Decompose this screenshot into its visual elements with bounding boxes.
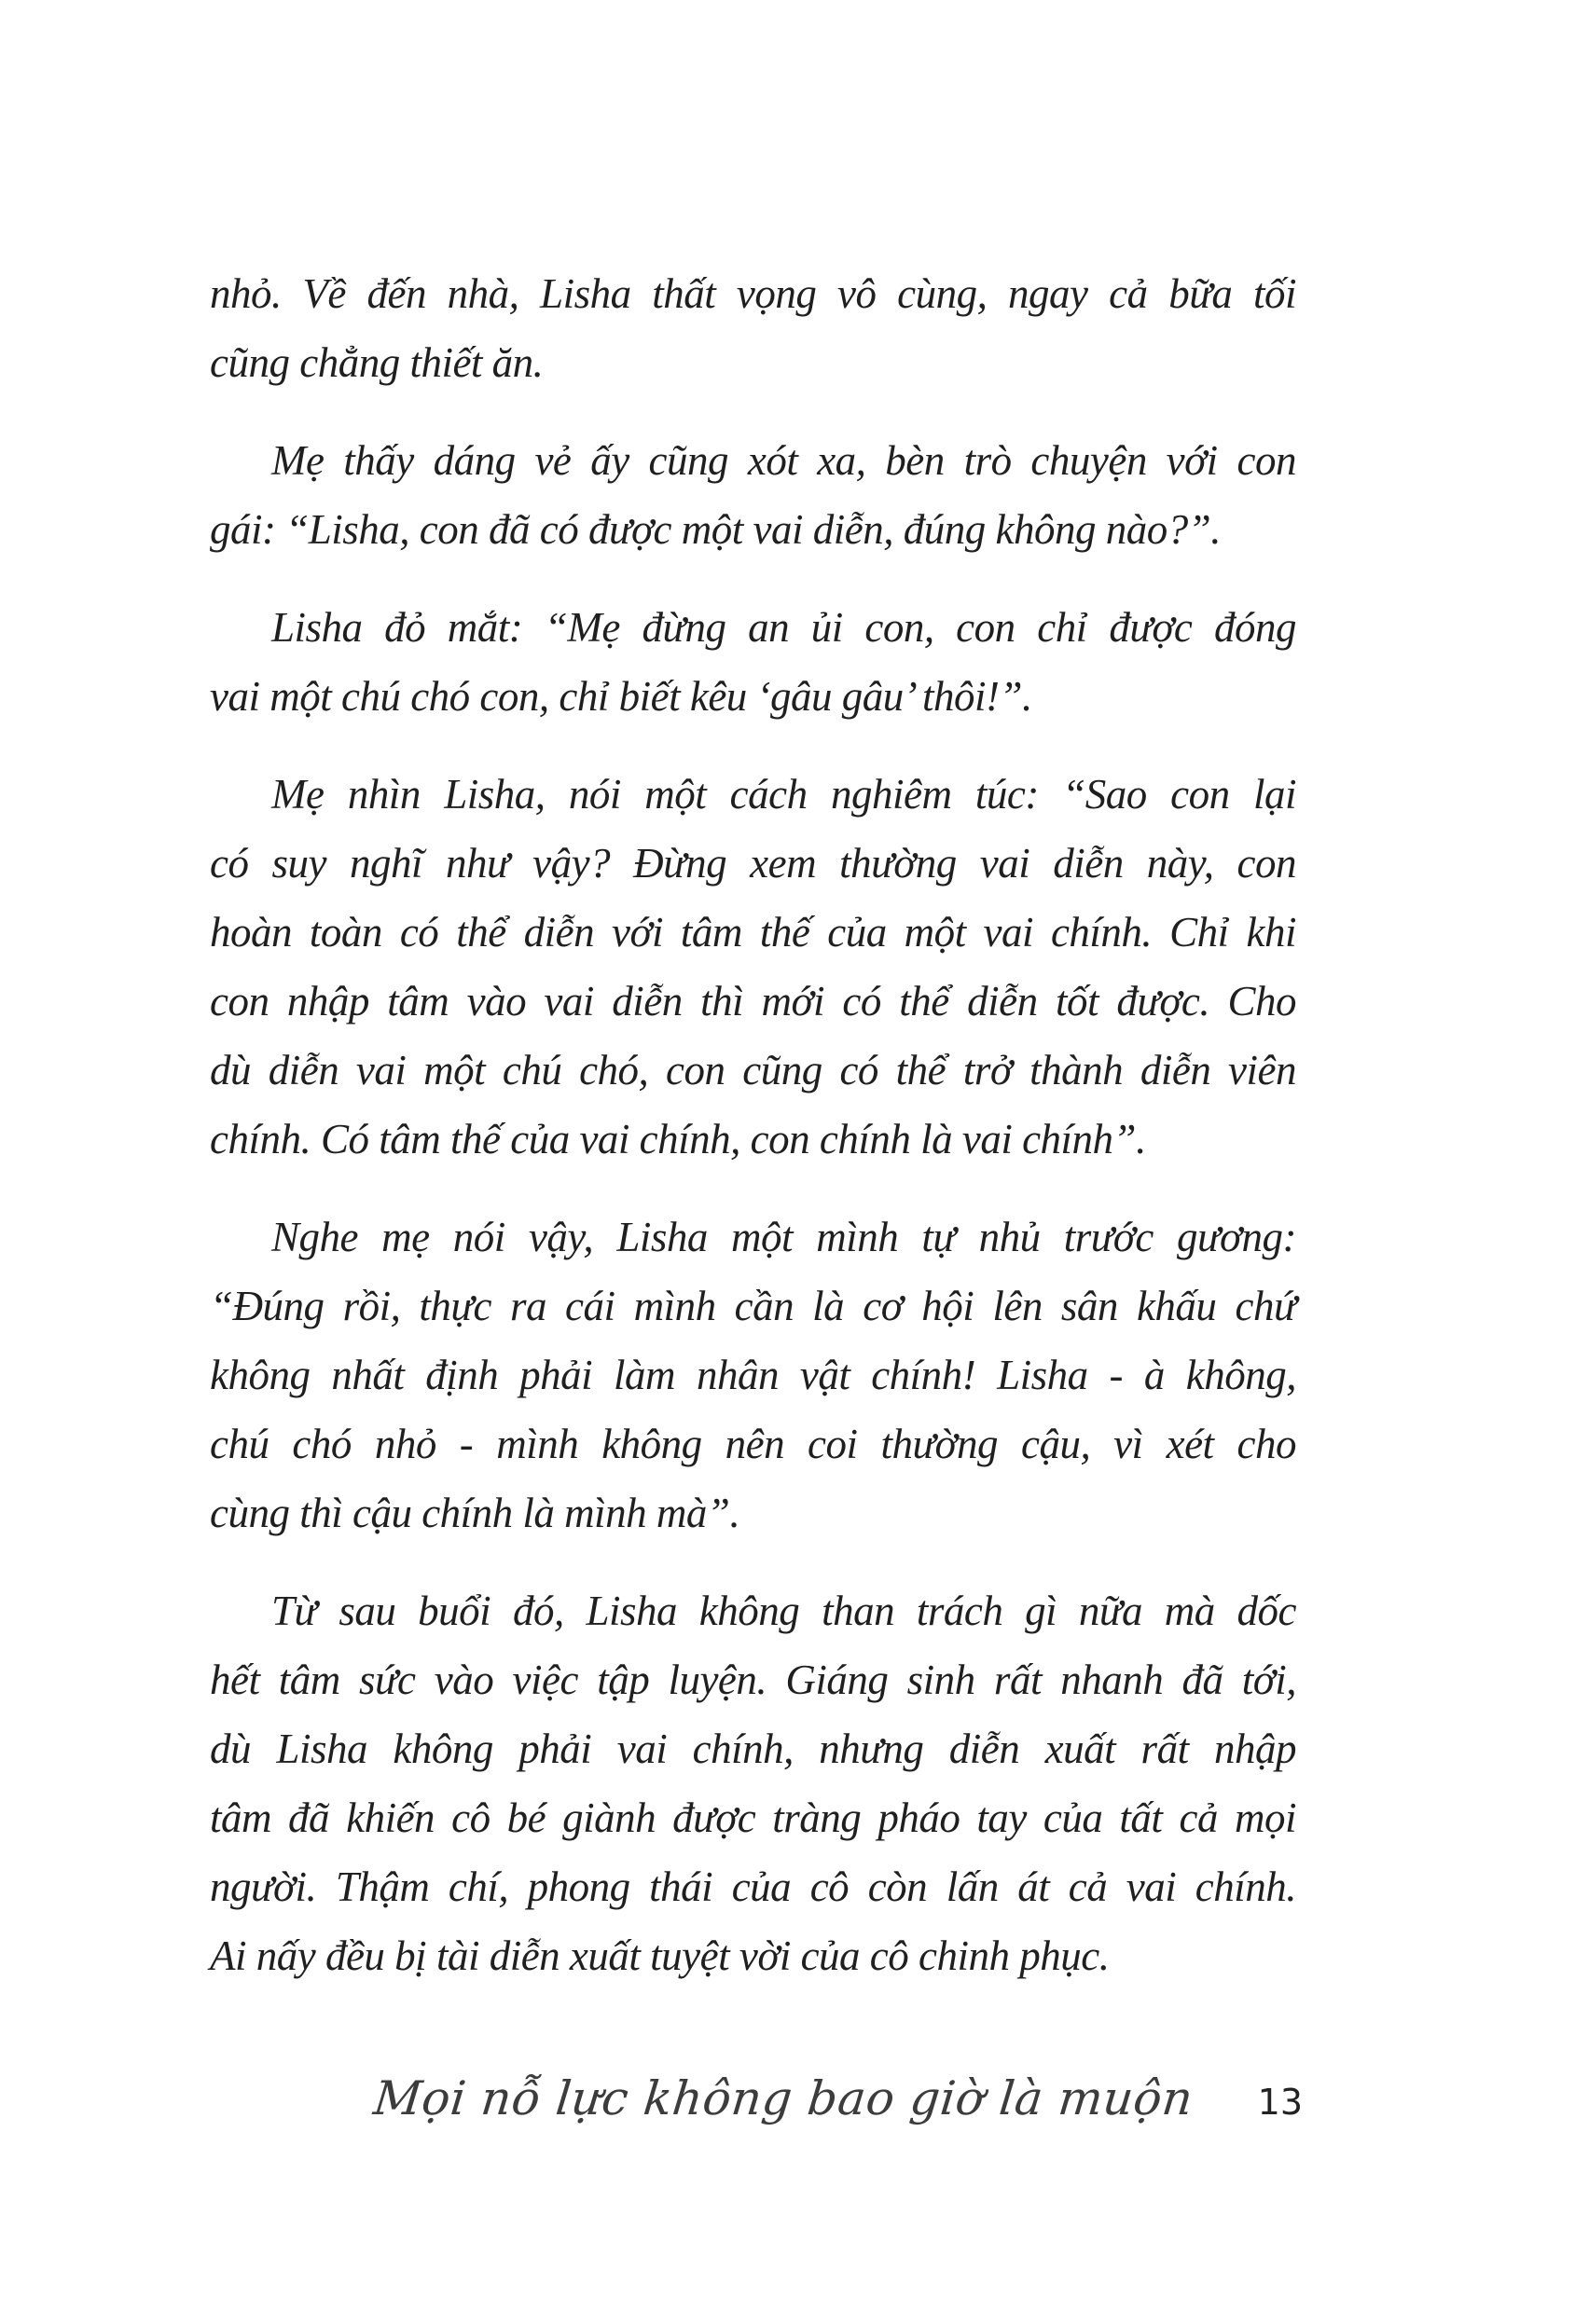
paragraph	[210, 593, 1296, 731]
text-line: hoàn toàn có thể diễn với tâm thế của một vai chính. Chỉ khi	[210, 909, 1296, 956]
text-line: dù diễn vai một chú chó, con cũng có thể trở thành diễn viên	[210, 1047, 1296, 1093]
text-line: dù Lisha không phải vai chính, nhưng diễn xuất rất nhập	[210, 1726, 1296, 1772]
running-title: Mọi nỗ lực không bao giờ là muộn	[370, 2071, 1195, 2125]
text-line: nhỏ. Về đến nhà, Lisha thất vọng vô cùng, ngay cả bữa tối	[210, 270, 1296, 317]
text-line: cũng chẳng thiết ăn.	[210, 339, 544, 386]
page-footer	[370, 2071, 1303, 2125]
text-line: Lisha đỏ mắt: “Mẹ đừng an ủi con, con chỉ được đóng	[271, 604, 1296, 651]
text-line: tâm đã khiến cô bé giành được tràng pháo tay của tất cả mọi	[210, 1795, 1296, 1841]
text-line: có suy nghĩ như vậy? Đừng xem thường vai diễn này, con	[210, 840, 1296, 887]
text-line: Mẹ thấy dáng vẻ ấy cũng xót xa, bèn trò chuyện với con	[271, 437, 1296, 484]
paragraph	[210, 1576, 1296, 1990]
paragraph	[210, 426, 1296, 564]
paragraph	[210, 1203, 1296, 1547]
text-line: chính. Có tâm thế của vai chính, con chính là vai chính”.	[210, 1116, 1146, 1162]
paragraph	[210, 259, 1296, 397]
text-line: vai một chú chó con, chỉ biết kêu ‘gâu gâu’ thôi!”.	[210, 673, 1032, 720]
text-line: hết tâm sức vào việc tập luyện. Giáng sinh rất nhanh đã tới,	[210, 1657, 1296, 1703]
text-line: Nghe mẹ nói vậy, Lisha một mình tự nhủ trước gương:	[271, 1214, 1296, 1260]
paragraph	[210, 760, 1296, 1174]
text-line: Ai nấy đều bị tài diễn xuất tuyệt vời của cô chinh phục.	[210, 1932, 1110, 1979]
body-text	[210, 259, 1296, 2019]
text-line: “Đúng rồi, thực ra cái mình cần là cơ hội lên sân khấu chứ	[210, 1283, 1296, 1329]
text-line: người. Thậm chí, phong thái của cô còn lấn át cả vai chính.	[210, 1863, 1296, 1910]
page-number: 13	[1257, 2082, 1303, 2123]
text-line: con nhập tâm vào vai diễn thì mới có thể diễn tốt được. Cho	[210, 978, 1296, 1024]
text-line: Mẹ nhìn Lisha, nói một cách nghiêm túc: “Sao con lại	[271, 771, 1296, 818]
text-line: chú chó nhỏ - mình không nên coi thường cậu, vì xét cho	[210, 1421, 1296, 1467]
text-line: Từ sau buổi đó, Lisha không than trách gì nữa mà dốc	[271, 1588, 1296, 1634]
text-line: cùng thì cậu chính là mình mà”.	[210, 1490, 740, 1536]
text-line: gái: “Lisha, con đã có được một vai diễn, đúng không nào?”.	[210, 506, 1221, 553]
text-line: không nhất định phải làm nhân vật chính! Lisha - à không,	[210, 1352, 1296, 1398]
